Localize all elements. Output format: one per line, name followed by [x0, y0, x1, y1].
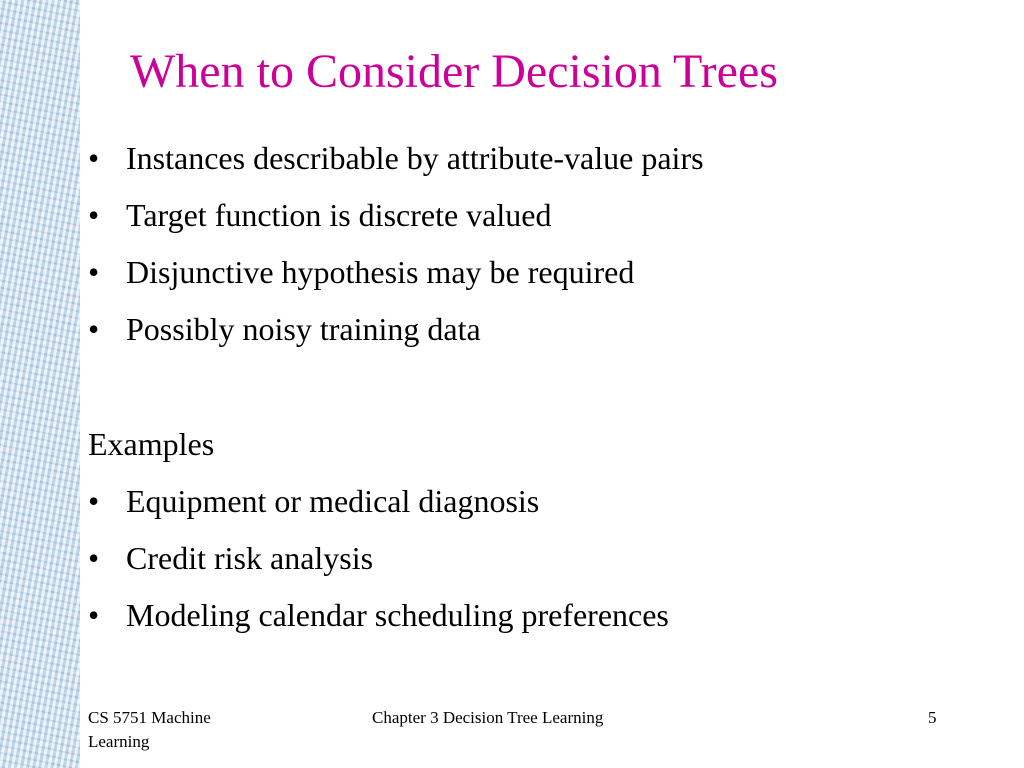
bullet-icon: • [88, 311, 100, 347]
examples-heading: Examples [88, 426, 215, 462]
bullet-item [88, 130, 988, 187]
decorative-side-texture [0, 0, 80, 768]
bullet-text: Instances describable by attribute-value pairs [126, 140, 704, 176]
bullet-text: Possibly noisy training data [126, 311, 481, 347]
examples-list [88, 473, 988, 644]
example-text: Credit risk analysis [126, 540, 374, 576]
slide-title: When to Consider Decision Trees [130, 45, 778, 98]
example-item [88, 530, 988, 587]
bullet-list [88, 130, 988, 358]
footer-course-name: CS 5751 Machine Learning [88, 708, 211, 751]
example-item [88, 587, 988, 644]
bullet-icon: • [88, 254, 100, 290]
slide-content [88, 130, 988, 644]
bullet-text: Target function is discrete valued [126, 197, 552, 233]
bullet-item [88, 187, 988, 244]
spacer [88, 358, 988, 416]
footer-page-number: 5 [928, 708, 937, 727]
bullet-icon: • [88, 140, 100, 176]
bullet-item [88, 244, 988, 301]
bullet-icon: • [88, 483, 100, 519]
bullet-icon: • [88, 597, 100, 633]
example-item [88, 473, 988, 530]
example-text: Modeling calendar scheduling preferences [126, 597, 669, 633]
bullet-icon: • [88, 540, 100, 576]
bullet-item [88, 301, 988, 358]
example-text: Equipment or medical diagnosis [126, 483, 540, 519]
bullet-icon: • [88, 197, 100, 233]
bullet-text: Disjunctive hypothesis may be required [126, 254, 635, 290]
footer-chapter-title: Chapter 3 Decision Tree Learning [372, 708, 604, 727]
